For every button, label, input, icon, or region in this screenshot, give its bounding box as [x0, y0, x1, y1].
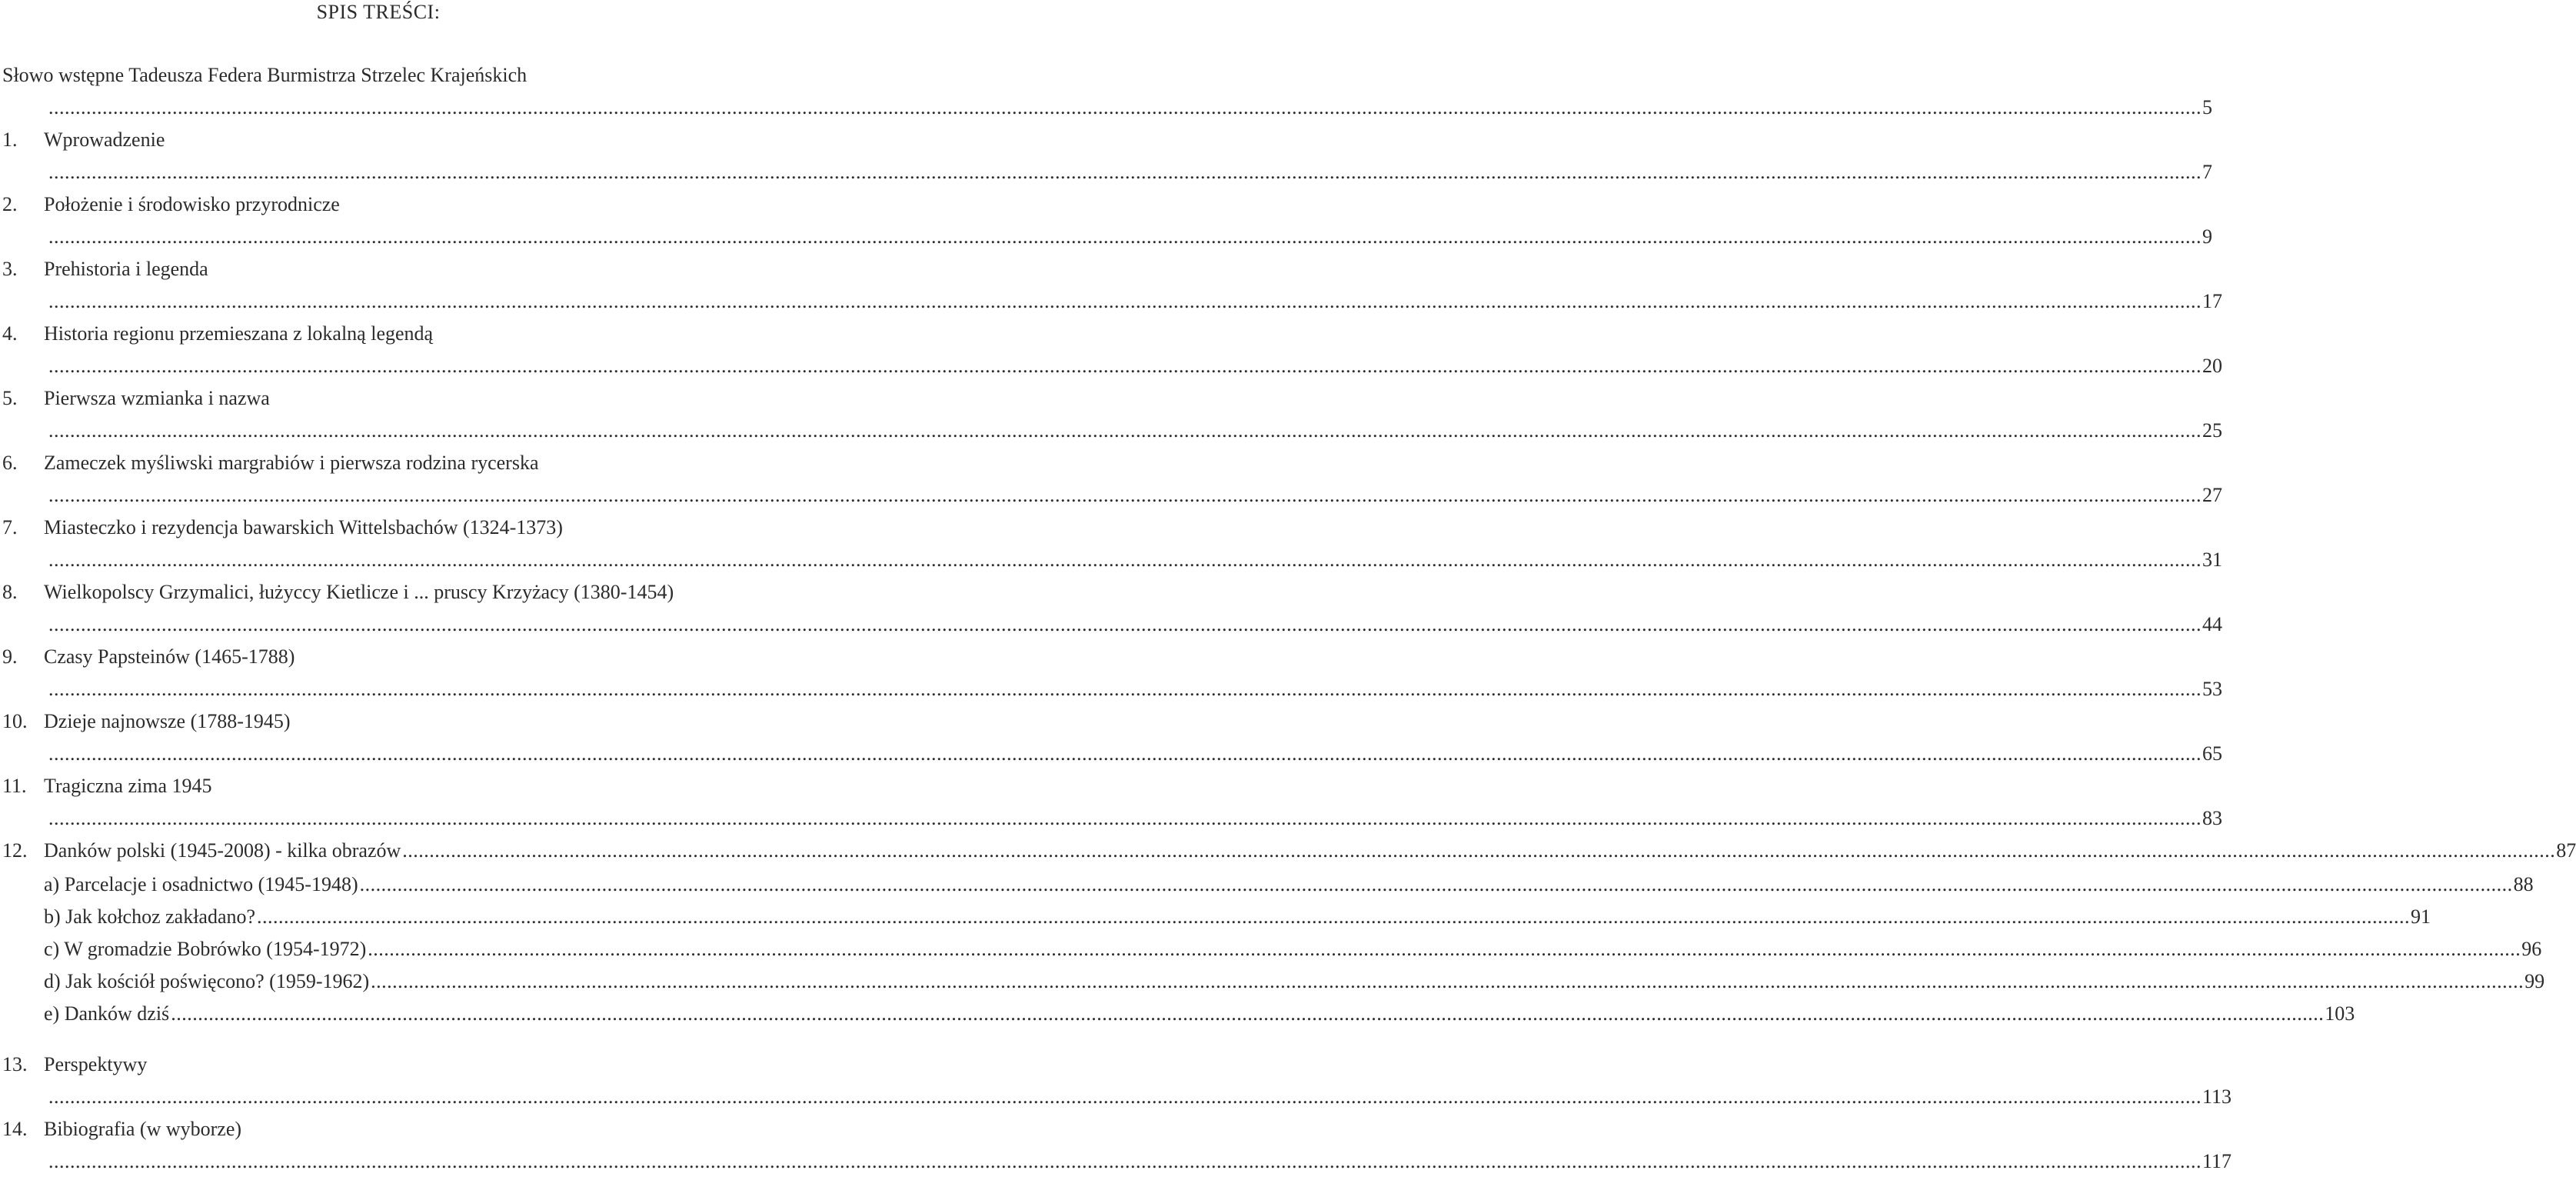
toc-chapter-page-line [0, 222, 2212, 252]
toc-leader-row [48, 674, 2222, 705]
toc-page-number: 5 [2202, 96, 2212, 118]
toc-page-number: 7 [2202, 161, 2212, 183]
toc-chapter-title: Dzieje najnowsze (1788-1945) [44, 710, 291, 732]
toc-subsection-title: c) W gromadzie Bobrówko (1954-1972) [44, 938, 367, 960]
toc-leader-row [48, 1146, 2232, 1177]
toc-chapter-title-line [0, 706, 738, 737]
toc-leader-row [48, 1082, 2232, 1112]
dot-leader: ................................................................................................................................................................................................................................................................................................................................................................................................................ [48, 225, 2202, 248]
toc-chapter-title: Czasy Papsteinów (1465-1788) [44, 645, 295, 668]
toc-leader-row [48, 545, 2222, 575]
dot-leader: ................................................................................................................................................................................................................................................................................................................................................................................................................ [171, 1002, 2325, 1025]
toc-preface-page-line [0, 92, 2212, 123]
dot-leader: ................................................................................................................................................................................................................................................................................................................................................................................................................ [48, 1150, 2202, 1172]
dot-leader: ................................................................................................................................................................................................................................................................................................................................................................................................................ [402, 839, 2556, 862]
toc-subsection-title: d) Jak kościół poświęcono? (1959-1962) [44, 970, 370, 992]
toc-page-number: 31 [2202, 548, 2222, 571]
dot-leader: ................................................................................................................................................................................................................................................................................................................................................................................................................ [48, 613, 2202, 635]
toc-chapter-title: Położenie i środowisko przyrodnicze [44, 193, 340, 215]
toc-leader-row [44, 934, 2542, 965]
toc-leader-row [48, 609, 2222, 640]
toc-chapter-line [0, 835, 2576, 866]
toc-chapter-page-line [0, 351, 2222, 382]
toc-preface-title-line [0, 60, 738, 91]
toc-leader-row [48, 739, 2222, 769]
toc-chapter-title: Prehistoria i legenda [44, 258, 208, 280]
toc-chapter-page-line [0, 609, 2222, 640]
toc-subsection-line [0, 999, 2355, 1029]
toc-page-number: 25 [2202, 419, 2222, 442]
toc-leader-row [48, 415, 2222, 446]
toc-chapter-title: Wprowadzenie [44, 128, 165, 151]
toc-page-number: 99 [2524, 970, 2545, 992]
toc-page-number: 113 [2202, 1085, 2232, 1108]
dot-leader: ................................................................................................................................................................................................................................................................................................................................................................................................................ [48, 96, 2202, 118]
toc-subsection-title: a) Parcelacje i osadnictwo (1945-1948) [44, 873, 358, 895]
toc-chapter-title-line [0, 254, 738, 285]
toc-page-number: 53 [2202, 678, 2222, 700]
toc-chapter-title-line [0, 448, 738, 478]
toc-preface-title: Słowo wstępne Tadeusza Federa Burmistrza Strzelec Krajeńskich [2, 64, 528, 86]
dot-leader: ................................................................................................................................................................................................................................................................................................................................................................................................................ [48, 484, 2202, 506]
toc-chapter-title-line [0, 189, 738, 220]
toc-page-number: 91 [2411, 905, 2431, 928]
toc-page-number: 17 [2202, 290, 2222, 312]
toc-leader-row [48, 286, 2222, 317]
toc-chapter-title: Miasteczko i rezydencja bawarskich Wittelsbachów (1324-1373) [44, 516, 563, 538]
toc-chapter-number: 2. [2, 193, 18, 215]
toc-chapter-title: Wielkopolscy Grzymalici, łużyccy Kietlicze i ... pruscy Krzyżacy (1380-1454) [44, 581, 674, 603]
toc-chapter-number: 9. [2, 645, 18, 668]
toc-chapter-title-line [0, 1049, 738, 1080]
toc-page-number: 65 [2202, 742, 2222, 765]
dot-leader: ................................................................................................................................................................................................................................................................................................................................................................................................................ [48, 161, 2202, 183]
toc-subsection-title: e) Danków dziś [44, 1002, 170, 1025]
toc-chapter-number: 10. [2, 710, 28, 732]
toc-leader-row [44, 902, 2431, 932]
dot-leader: ................................................................................................................................................................................................................................................................................................................................................................................................................ [48, 419, 2202, 442]
toc-leader-row [48, 351, 2222, 382]
dot-leader: ................................................................................................................................................................................................................................................................................................................................................................................................................ [48, 1085, 2202, 1108]
toc-chapter-number: 12. [2, 839, 28, 862]
dot-leader: ................................................................................................................................................................................................................................................................................................................................................................................................................ [48, 678, 2202, 700]
toc-page-number: 96 [2521, 938, 2542, 960]
toc-chapter-title-line [0, 383, 738, 414]
toc-chapter-number: 6. [2, 452, 18, 474]
toc-leader-row [48, 803, 2222, 834]
toc-chapter-page-line [0, 1146, 2232, 1177]
toc-chapter-title: Tragiczna zima 1945 [44, 775, 212, 797]
dot-leader: ................................................................................................................................................................................................................................................................................................................................................................................................................ [48, 548, 2202, 571]
toc-chapter-page-line [0, 157, 2212, 188]
toc-chapter-title: Perspektywy [44, 1053, 148, 1075]
toc-chapter-number: 4. [2, 322, 18, 345]
toc-chapter-page-line [0, 480, 2222, 511]
toc-chapter-number: 1. [2, 128, 18, 151]
toc-page-number: 88 [2513, 873, 2534, 895]
toc-leader-row [48, 222, 2212, 252]
toc-page-number: 83 [2202, 807, 2222, 829]
toc-chapter-page-line [0, 739, 2222, 769]
toc-page-number: 27 [2202, 484, 2222, 506]
toc-page-number: 87 [2556, 839, 2576, 862]
toc-chapter-page-line [0, 545, 2222, 575]
toc-subsection-line [0, 902, 2431, 932]
toc-chapter-page-line [0, 803, 2222, 834]
toc-leader-row [44, 966, 2545, 997]
toc-chapter-title: Historia regionu przemieszana z lokalną legendą [44, 322, 434, 345]
toc-leader-row [44, 835, 2576, 866]
toc-subsection-line [0, 966, 2545, 997]
dot-leader: ................................................................................................................................................................................................................................................................................................................................................................................................................ [359, 873, 2513, 895]
toc-chapter-page-line [0, 286, 2222, 317]
dot-leader: ................................................................................................................................................................................................................................................................................................................................................................................................................ [257, 905, 2411, 928]
toc-chapter-number: 5. [2, 387, 18, 409]
toc-title: SPIS TREŚCI: [316, 1, 441, 23]
dot-leader: ................................................................................................................................................................................................................................................................................................................................................................................................................ [48, 807, 2202, 829]
toc-chapter-number: 11. [2, 775, 27, 797]
toc-chapter-number: 13. [2, 1053, 28, 1075]
toc-leader-row [44, 999, 2355, 1029]
dot-leader: ................................................................................................................................................................................................................................................................................................................................................................................................................ [48, 290, 2202, 312]
toc-chapter-page-line [0, 415, 2222, 446]
toc-leader-row [48, 157, 2212, 188]
toc-leader-row [44, 869, 2534, 900]
toc-chapter-title-line [0, 125, 738, 155]
toc-chapter-title: Bibiografia (w wyborze) [44, 1118, 242, 1140]
toc-chapter-title: Pierwsza wzmianka i nazwa [44, 387, 270, 409]
dot-leader: ................................................................................................................................................................................................................................................................................................................................................................................................................ [48, 742, 2202, 765]
toc-page-number: 20 [2202, 355, 2222, 377]
toc-leader-row [48, 92, 2212, 123]
toc-page-number: 44 [2202, 613, 2222, 635]
toc-chapter-title: Danków polski (1945-2008) - kilka obrazów [44, 839, 401, 862]
toc-page-number: 117 [2202, 1150, 2232, 1172]
toc-chapter-page-line [0, 1082, 2232, 1112]
toc-chapter-number: 14. [2, 1118, 28, 1140]
dot-leader: ................................................................................................................................................................................................................................................................................................................................................................................................................ [371, 970, 2524, 992]
toc-subsection-title: b) Jak kołchoz zakładano? [44, 905, 256, 928]
toc-chapter-title-line [0, 771, 738, 802]
toc-chapter-number: 3. [2, 258, 18, 280]
toc-page-number: 9 [2202, 225, 2212, 248]
toc-chapter-title-line [0, 642, 738, 672]
toc-chapter-title: Zameczek myśliwski margrabiów i pierwsza rodzina rycerska [44, 452, 539, 474]
toc-page-number: 103 [2325, 1002, 2355, 1025]
toc-chapter-title-line [0, 577, 738, 608]
toc-chapter-title-line [0, 1114, 738, 1145]
dot-leader: ................................................................................................................................................................................................................................................................................................................................................................................................................ [368, 938, 2521, 960]
dot-leader: ................................................................................................................................................................................................................................................................................................................................................................................................................ [48, 355, 2202, 377]
toc-chapter-page-line [0, 674, 2222, 705]
toc-leader-row [48, 480, 2222, 511]
toc-subsection-line [0, 934, 2542, 965]
toc-chapter-number: 7. [2, 516, 18, 538]
toc-chapter-title-line [0, 512, 738, 543]
toc-chapter-number: 8. [2, 581, 18, 603]
toc-chapter-title-line [0, 318, 738, 349]
toc-subsection-line [0, 869, 2534, 900]
